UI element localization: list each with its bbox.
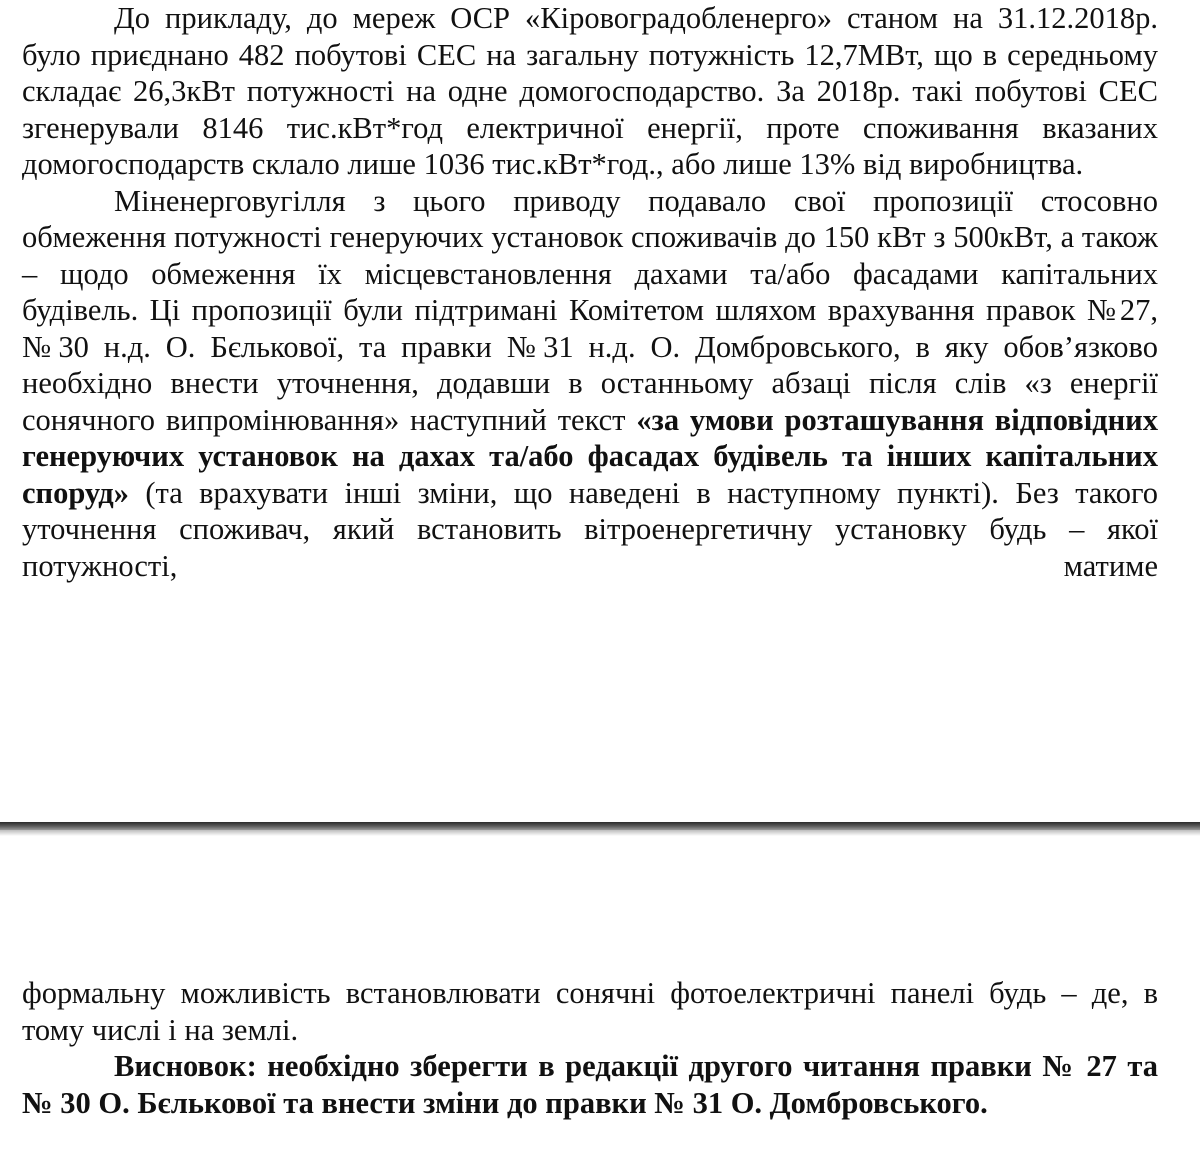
- paragraph-ministry-text: Міненерговугілля з цього приводу подавало свої пропозиції стосовно обмеження потужності генеруючих установок споживачів до 150 кВт з 500кВт, а також – щодо обмеження їх місцевстановлення дахами та/або фасадами капітальних будівель. Ці пропозиції були підтримані Комітетом шляхом врахування правок №27, №30 н.д. О. Бєлькової, та правки №31 н.д. О. Домбровського, в яку обов’язково необхідно внести уточнення, додавши в останньому абзаці після слів «з енергії сонячного випромінювання» наступний текст: [22, 183, 1158, 437]
- proposed-amendment-text: «за умови розташування відповідних генеруючих установок на дахах та/або фасадах будівель та інших капітальних споруд»: [22, 402, 1158, 510]
- paragraph-ministry-proposals: [22, 183, 1158, 585]
- paragraph-statistics: До прикладу, до мереж ОСР «Кіровоградобленерго» станом на 31.12.2018р. було приєднано 482 побутові СЕС на загальну потужність 12,7МВт, що в середньому складає 26,3кВт потужності на одне домогосподарство. За 2018р. такі побутові СЕС згенерували 8146 тис.кВт*год електричної енергії, проте споживання вказаних домогосподарств склало лише 1036 тис.кВт*год., або лише 13% від виробництва.: [22, 1, 1158, 181]
- page-break-shadow: [0, 830, 1200, 836]
- page-two-text: [22, 975, 1158, 1121]
- paragraph-ministry-text-end: (та врахувати інші зміни, що наведені в наступному пункті). Без такого уточнення споживач, який встановить вітроенергетичну установку будь – якої потужності, матиме: [22, 475, 1158, 583]
- conclusion-paragraph: Висновок: необхідно зберегти в редакції другого читання правки № 27 та № 30 О. Бєлькової та внести зміни до правки № 31 О. Домбровського.: [22, 1049, 1158, 1120]
- paragraph-continuation: формальну можливість встановлювати сонячні фотоелектричні панелі будь – де, в тому числі і на землі.: [22, 976, 1158, 1047]
- page-one-text: [22, 0, 1158, 584]
- page-break-line: [0, 822, 1200, 830]
